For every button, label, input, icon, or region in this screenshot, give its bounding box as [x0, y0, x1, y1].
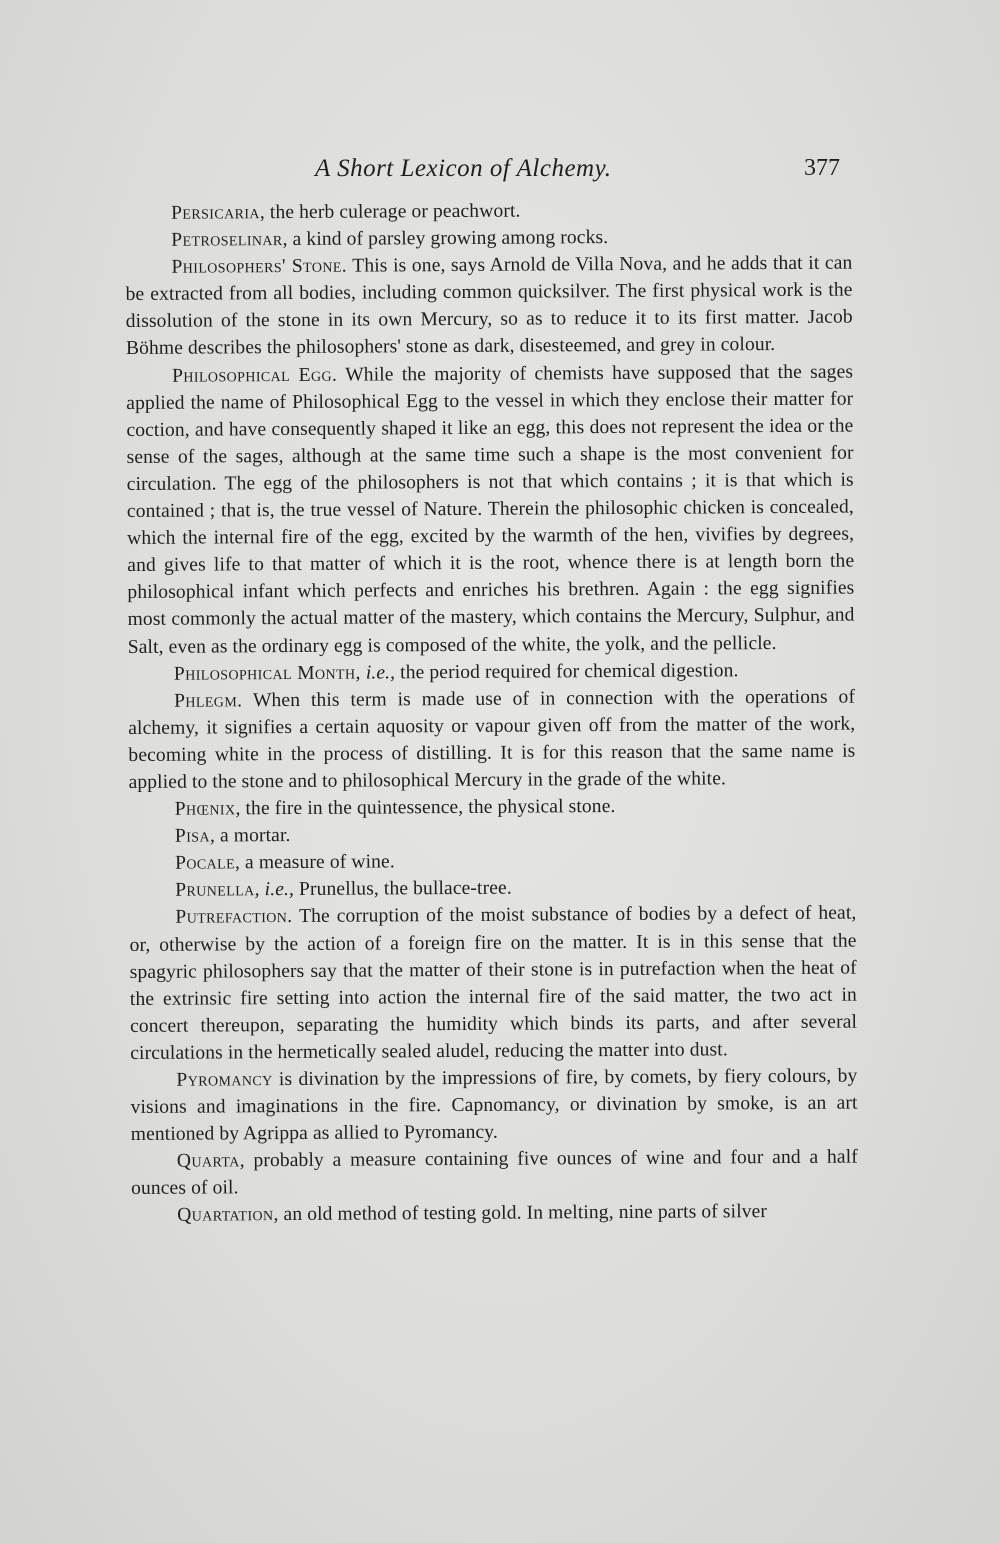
entry-italic: i.e., — [360, 661, 396, 684]
entry-philosophers-stone — [125, 250, 853, 363]
entry-text: the period required for chemical digestion. — [395, 659, 739, 683]
headword: Quartation — [177, 1204, 274, 1227]
page-number: 377 — [804, 155, 840, 181]
headword: Pisa — [174, 825, 211, 847]
entry-text: This is one, says Arnold de Villa Nova, and he adds that it can be extracted from all bodies, including common quicksilver. The first physical work is the dissolution of the stone in its own Mercury, so as to reduce it to its first matter. Jacob Böhme describes the philosophers' stone as dark, disesteemed, and grey in colour. — [125, 252, 853, 360]
headword: Quarta — [176, 1150, 240, 1172]
headword: Prunella — [175, 879, 255, 902]
entry-text: , the herb culerage or peachwort. — [259, 200, 521, 224]
headword: Putrefaction. — [175, 906, 293, 929]
headword: Persicaria — [171, 202, 260, 224]
entry-text: , a measure of wine. — [234, 851, 395, 874]
headword: Phlegm. — [173, 689, 243, 712]
headword: Philosophical Egg. — [172, 364, 338, 387]
page-header — [120, 155, 840, 195]
entry-text: While the majority of chemists have supposed that the sages applied the name of Philosophical Egg to the vessel in which they enclose their matter for coction, and have consequently shaped it like an egg, this does not represent the idea or the sense of the sages, although at the same time such a shape is the most convenient for circulation. The egg of the philosophers is not that which contains ; it is that which is contained ; that is, the true vessel of Nature. Therein the philosophic chicken is concealed, which the internal fire of the egg, excited by the warmth of the hen, vivifies by degrees, and gives life to that matter of which it is the root, whence there is at length born the philosophical infant which perfects and enriches his brethren. Again : the egg signifies most commonly the actual matter of the mastery, which contains the Mercury, Sulphur, and Salt, even as the ordinary egg is composed of the white, the yolk, and the pellicle. — [126, 361, 855, 658]
entry-text: , probably a measure containing five ounces of wine and four and a half ounces of oil. — [130, 1146, 858, 1200]
entry-text: is divination by the impressions of fire, by comets, by fiery colours, by visions and imaginations in the fire. Capnomancy, or divination by smoke, is an art mentioned by Agrippa as allied to Pyromancy. — [130, 1065, 858, 1146]
entry-putrefaction — [129, 900, 857, 1067]
entry-text: , the fire in the quintessence, the physical stone. — [235, 796, 616, 820]
entry-quarta — [131, 1144, 858, 1203]
entry-text: , a kind of parsley growing among rocks. — [282, 227, 609, 251]
headword: Pocale — [174, 852, 236, 874]
entry-phlegm — [128, 683, 856, 796]
entry-text: , an old method of testing gold. In melting, nine parts of silver — [273, 1201, 768, 1226]
headword: Phœnix — [174, 798, 236, 820]
headword: Philosophers' Stone. — [171, 255, 348, 278]
entry-italic: , i.e., — [254, 879, 295, 901]
entry-text: When this term is made use of in connection with the operations of alchemy, it signifies a certain aquosity or vapour given off from the matter of the work, becoming white in the process of distilling. It is for this reason that the same name is applied to the stone and to philosophical Mercury in the grade of the white. — [128, 686, 856, 793]
headword: Philosophical Month, — [173, 662, 361, 685]
entry-text: , a mortar. — [209, 825, 291, 847]
entry-text: The corruption of the moist substance of bodies by a defect of heat, or, otherwise by the action of a foreign fire on the matter. It is in this sense that the spagyric philosophers say that the matter of their stone is in putrefaction when the heat of the extrinsic fire setting into action the internal fire of the said matter, the two act in concert thereupon, separating the humidity which binds its parts, and after several circulations in the hermetically sealed aludel, reducing the matter into dust. — [129, 902, 858, 1064]
headword: Petroselinar — [171, 229, 283, 251]
entry-philosophical-egg — [126, 358, 855, 660]
entry-pyromancy — [130, 1063, 857, 1149]
entry-quartation — [131, 1198, 858, 1230]
entry-text: Prunellus, the bullace-tree. — [293, 877, 512, 901]
running-title: A Short Lexicon of Alchemy. — [315, 155, 612, 182]
headword: Pyromancy — [176, 1069, 273, 1091]
lexicon-body — [125, 196, 858, 1230]
